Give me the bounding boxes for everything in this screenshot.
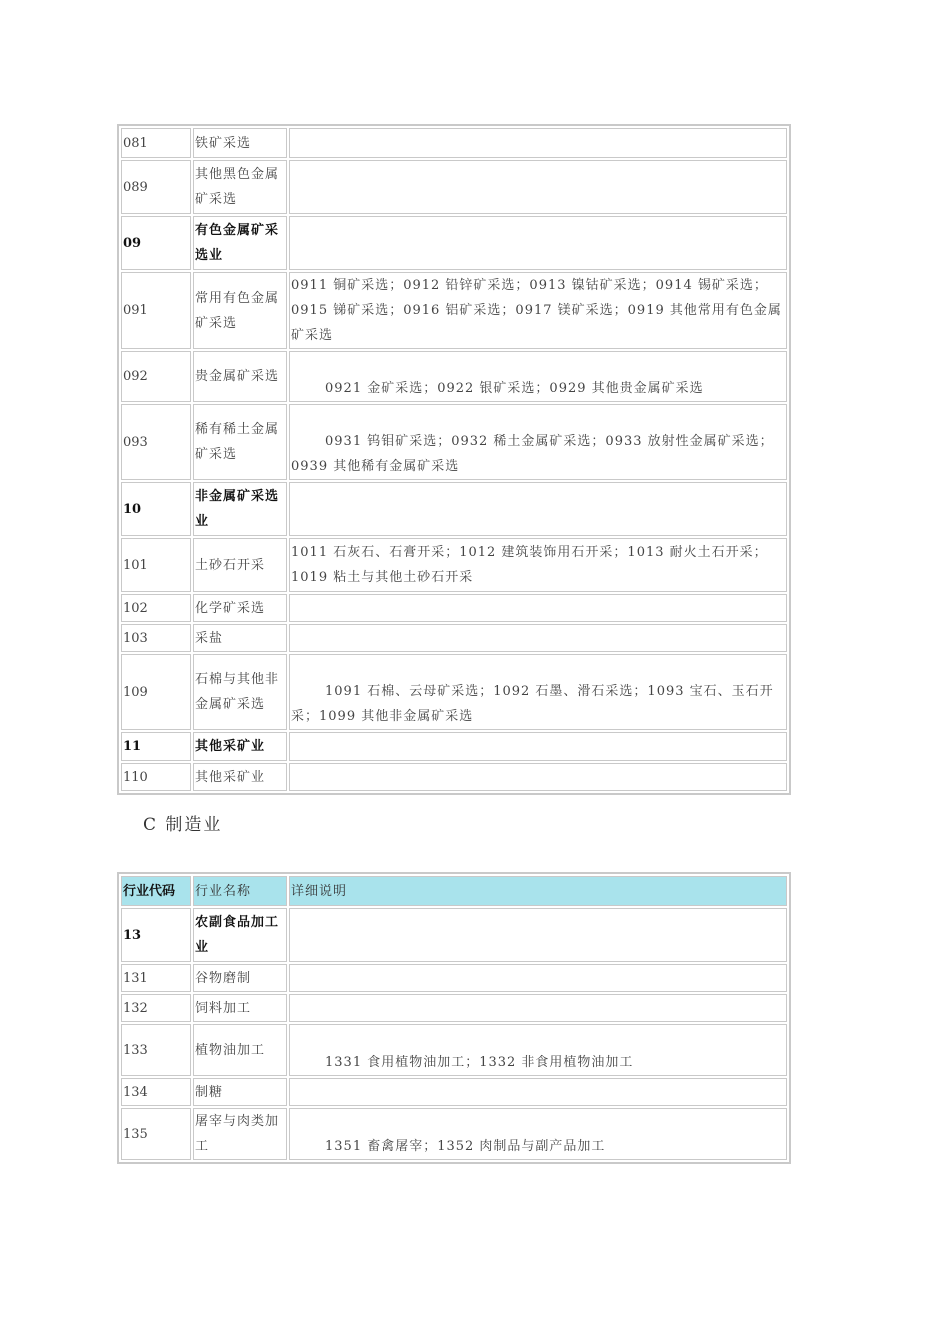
row-detail bbox=[289, 594, 787, 622]
row-detail: 1011 石灰石、石膏开采；1012 建筑装饰用石开采；1013 耐火土石开采；1019 粘土与其他土砂石开采 bbox=[289, 538, 787, 592]
header-detail: 详细说明 bbox=[289, 876, 787, 906]
row-detail: 0911 铜矿采选；0912 铅锌矿采选；0913 镍钴矿采选；0914 锡矿采选；0915 锑矿采选；0916 铝矿采选；0917 镁矿采选；0919 其他常用有色金属矿采选 bbox=[289, 272, 787, 349]
row-detail bbox=[289, 1108, 787, 1160]
row-code: 102 bbox=[121, 594, 191, 622]
row-detail bbox=[289, 1024, 787, 1076]
row-code: 10 bbox=[121, 482, 191, 536]
row-detail bbox=[289, 964, 787, 992]
row-code: 081 bbox=[121, 128, 191, 158]
row-name: 有色金属矿采选业 bbox=[193, 216, 287, 270]
row-name: 其他采矿业 bbox=[193, 763, 287, 791]
row-detail-text: 0921 金矿采选；0922 银矿采选；0929 其他贵金属矿采选 bbox=[325, 381, 704, 396]
row-detail bbox=[289, 404, 787, 480]
table-row bbox=[121, 404, 787, 480]
row-code: 133 bbox=[121, 1024, 191, 1076]
row-code: 101 bbox=[121, 538, 191, 592]
row-name: 铁矿采选 bbox=[193, 128, 287, 158]
header-code: 行业代码 bbox=[121, 876, 191, 906]
table-row bbox=[121, 654, 787, 730]
row-code: 11 bbox=[121, 732, 191, 761]
row-detail bbox=[289, 482, 787, 536]
table-row bbox=[121, 351, 787, 402]
row-name: 采盐 bbox=[193, 624, 287, 652]
row-name: 其他采矿业 bbox=[193, 732, 287, 761]
row-name: 植物油加工 bbox=[193, 1024, 287, 1076]
row-code: 110 bbox=[121, 763, 191, 791]
table-row bbox=[121, 763, 787, 791]
row-name: 土砂石开采 bbox=[193, 538, 287, 592]
row-name: 稀有稀土金属矿采选 bbox=[193, 404, 287, 480]
row-detail bbox=[289, 624, 787, 652]
table-row bbox=[121, 272, 787, 349]
row-name: 谷物磨制 bbox=[193, 964, 287, 992]
row-code: 131 bbox=[121, 964, 191, 992]
mining-industry-table bbox=[117, 124, 791, 795]
table-row bbox=[121, 538, 787, 592]
table-row bbox=[121, 160, 787, 214]
mining-table-body bbox=[121, 128, 787, 791]
table-row bbox=[121, 128, 787, 158]
row-detail bbox=[289, 654, 787, 730]
row-name: 饲料加工 bbox=[193, 994, 287, 1022]
manufacturing-table-body bbox=[121, 876, 787, 1160]
row-name: 非金属矿采选业 bbox=[193, 482, 287, 536]
row-detail bbox=[289, 908, 787, 962]
row-name: 制糖 bbox=[193, 1078, 287, 1106]
manufacturing-industry-table bbox=[117, 872, 791, 1164]
table-row bbox=[121, 732, 787, 761]
table-row bbox=[121, 964, 787, 992]
row-detail bbox=[289, 763, 787, 791]
table-row bbox=[121, 1108, 787, 1160]
row-name: 屠宰与肉类加工 bbox=[193, 1108, 287, 1160]
table-header-row bbox=[121, 876, 787, 906]
row-code: 135 bbox=[121, 1108, 191, 1160]
row-code: 093 bbox=[121, 404, 191, 480]
section-title: C 制造业 bbox=[143, 815, 223, 835]
row-detail bbox=[289, 160, 787, 214]
row-detail bbox=[289, 128, 787, 158]
row-name: 常用有色金属矿采选 bbox=[193, 272, 287, 349]
row-code: 134 bbox=[121, 1078, 191, 1106]
table-row bbox=[121, 994, 787, 1022]
row-detail-text: 1331 食用植物油加工；1332 非食用植物油加工 bbox=[325, 1055, 634, 1070]
row-name: 农副食品加工业 bbox=[193, 908, 287, 962]
row-code: 132 bbox=[121, 994, 191, 1022]
table-row bbox=[121, 594, 787, 622]
row-detail bbox=[289, 351, 787, 402]
row-code: 13 bbox=[121, 908, 191, 962]
row-detail-text: 1091 石棉、云母矿采选；1092 石墨、滑石采选；1093 宝石、玉石开采；1099 其他非金属矿采选 bbox=[291, 684, 774, 724]
table-row bbox=[121, 624, 787, 652]
row-name: 石棉与其他非金属矿采选 bbox=[193, 654, 287, 730]
table-row bbox=[121, 216, 787, 270]
row-code: 109 bbox=[121, 654, 191, 730]
row-name: 其他黑色金属矿采选 bbox=[193, 160, 287, 214]
row-code: 089 bbox=[121, 160, 191, 214]
header-name: 行业名称 bbox=[193, 876, 287, 906]
row-name: 贵金属矿采选 bbox=[193, 351, 287, 402]
row-code: 103 bbox=[121, 624, 191, 652]
row-detail-text: 0931 钨钼矿采选；0932 稀土金属矿采选；0933 放射性金属矿采选；0939 其他稀有金属矿采选 bbox=[291, 434, 774, 474]
table-row bbox=[121, 1024, 787, 1076]
row-detail bbox=[289, 994, 787, 1022]
row-name: 化学矿采选 bbox=[193, 594, 287, 622]
row-detail-text: 1351 畜禽屠宰；1352 肉制品与副产品加工 bbox=[325, 1139, 606, 1154]
table-row bbox=[121, 482, 787, 536]
row-detail bbox=[289, 216, 787, 270]
table-row bbox=[121, 908, 787, 962]
row-detail bbox=[289, 732, 787, 761]
table-row bbox=[121, 1078, 787, 1106]
row-code: 091 bbox=[121, 272, 191, 349]
row-detail bbox=[289, 1078, 787, 1106]
row-code: 092 bbox=[121, 351, 191, 402]
row-code: 09 bbox=[121, 216, 191, 270]
